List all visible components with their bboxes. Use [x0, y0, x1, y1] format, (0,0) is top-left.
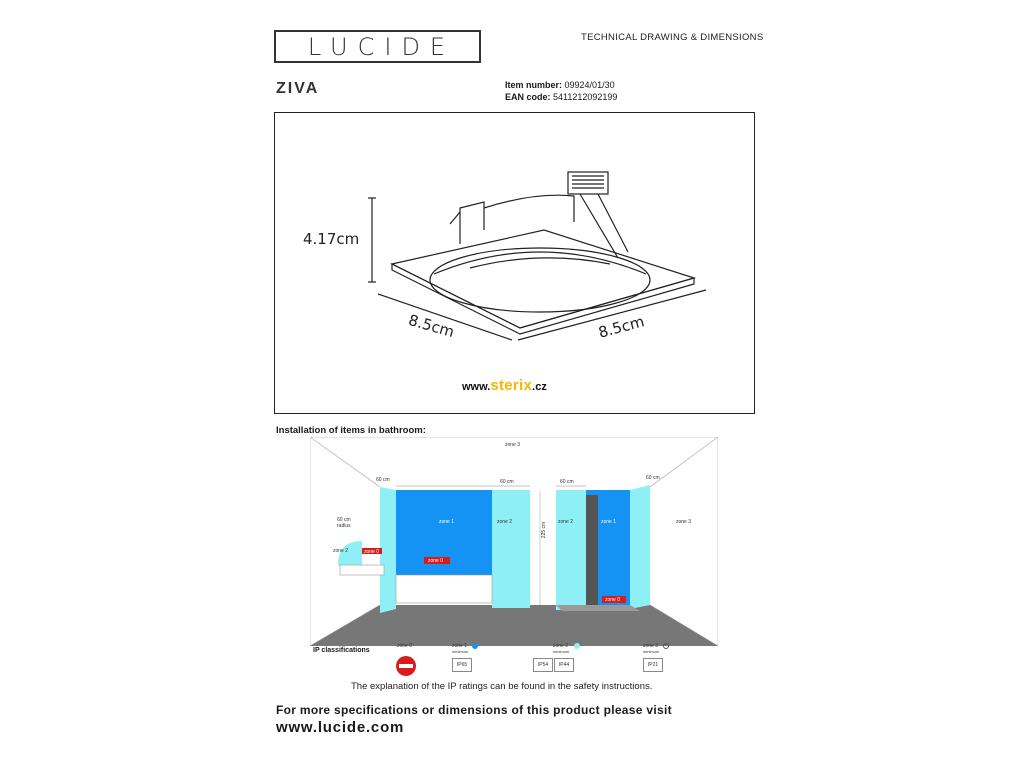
zone2-mid-label: zone 2 — [558, 519, 574, 525]
brand-logo: LUCIDE — [274, 30, 481, 63]
item-number-label: Item number: — [505, 80, 563, 90]
ip-zone3-label: zone 3 — [643, 643, 659, 649]
zone3-dot-icon — [663, 643, 669, 649]
bathroom-zones-diagram — [310, 437, 718, 646]
width-dimension-label-right: 8.5cm — [596, 312, 647, 342]
ip-zone1-label: zone 1 — [452, 643, 468, 649]
ip-explanation-text: The explanation of the IP ratings can be found in the safety instructions. — [351, 681, 653, 692]
spotlight-drawing — [274, 112, 755, 414]
ip-classifications-title: IP classifications — [313, 647, 370, 654]
height-225-label: 225 cm — [541, 521, 548, 539]
site-brand: sterix — [490, 377, 533, 394]
dim-60-d: 60 cm — [646, 475, 660, 481]
width-dimension-label-left: 8.5cm — [406, 310, 457, 342]
document-title: TECHNICAL DRAWING & DIMENSIONS — [581, 32, 764, 43]
zone0-shower-label: zone 0 — [605, 597, 621, 603]
dim-60-b: 60 cm — [500, 479, 514, 485]
ip-zone2-label: zone 2 — [553, 643, 569, 649]
product-name: ZIVA — [276, 80, 320, 97]
item-number-value: 09924/01/30 — [564, 80, 615, 90]
ip-zone2-rating-a: IP54 — [533, 658, 553, 672]
radius-label: 60 cm — [337, 517, 351, 523]
site-prefix: www. — [462, 381, 491, 393]
zone0-bath-label: zone 0 — [428, 558, 444, 564]
zone1-right-label: zone 1 — [601, 519, 617, 525]
ip-zone2-sub: minimum — [553, 649, 570, 654]
ip-zone2-rating-b: IP44 — [554, 658, 574, 672]
ip-zone3-rating: IP21 — [643, 658, 663, 672]
footer-more-info: For more specifications or dimensions of this product please visit — [276, 703, 672, 717]
dim-60-c: 60 cm — [560, 479, 574, 485]
zone1-dot-icon — [472, 643, 478, 649]
ean-value: 5411212092199 — [553, 92, 618, 102]
zone0-basin-label: zone 0 — [364, 549, 380, 555]
zone2-dot-icon — [574, 643, 580, 649]
zone2-basin-label: zone 2 — [333, 548, 349, 554]
ean-code — [505, 91, 617, 103]
bathroom-section-title: Installation of items in bathroom: — [276, 425, 426, 436]
zone2-left-label: zone 2 — [497, 519, 513, 525]
zone3-right-label: zone 3 — [676, 519, 692, 525]
ip-zone1-sub: minimum — [452, 649, 469, 654]
zone3-top-label: zone 3 — [505, 442, 521, 448]
footer-url-link[interactable]: www.lucide.com — [276, 719, 405, 736]
ip-zone0-label: zone 0 — [397, 643, 413, 649]
item-number — [505, 79, 615, 91]
no-entry-icon — [395, 655, 417, 677]
zone1-left-label: zone 1 — [439, 519, 455, 525]
ip-zone1-rating: IP65 — [452, 658, 472, 672]
height-dimension-label: 4.17cm — [303, 230, 360, 248]
watermark-site — [462, 377, 547, 394]
site-suffix: .cz — [532, 381, 547, 393]
radius-sub-label: radius — [337, 523, 351, 529]
ip-zone3-sub: minimum — [643, 649, 660, 654]
dim-60-a: 60 cm — [376, 477, 390, 483]
ean-label: EAN code: — [505, 92, 551, 102]
